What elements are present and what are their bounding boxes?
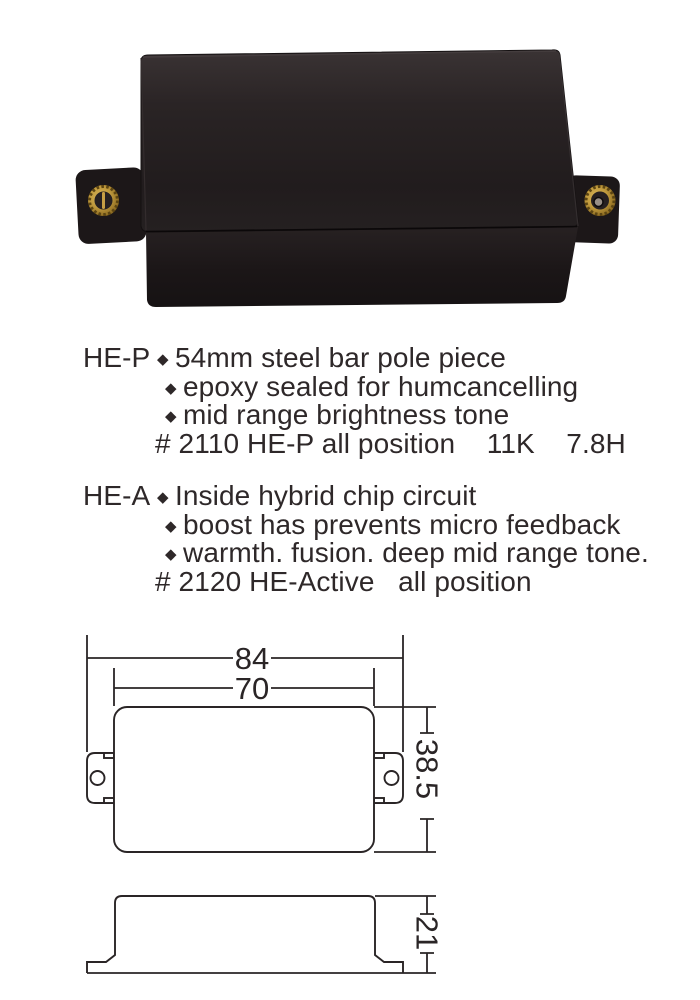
diamond-bullet-icon: ◆ <box>165 546 177 564</box>
top-view-body <box>114 707 374 852</box>
side-view-outline <box>87 896 403 973</box>
diamond-bullet-icon: ◆ <box>165 408 177 426</box>
feature-text: 54mm steel bar pole piece <box>175 342 506 373</box>
spec-row <box>83 427 683 459</box>
feature-text: boost has prevents micro feedback <box>183 508 621 540</box>
feature-text: mid range brightness tone <box>183 399 510 431</box>
model-label: HE-P <box>83 342 151 373</box>
mounting-screw-left <box>88 185 119 216</box>
feature-text: Inside hybrid chip circuit <box>175 480 477 511</box>
side-view <box>87 896 445 973</box>
diamond-bullet-icon: ◆ <box>165 379 177 397</box>
feature-text: warmth. fusion. deep mid range tone. <box>183 537 649 569</box>
right-tab-screw-hole <box>385 771 399 785</box>
tab-notch <box>104 753 114 758</box>
top-view <box>87 635 445 852</box>
spec-row <box>83 539 683 568</box>
product-photo <box>0 0 700 340</box>
part-number-line: # 2120 HE-Active all position <box>155 565 532 597</box>
model-label: HE-A <box>83 480 151 511</box>
dim-label-body-height: 38.5 <box>409 738 445 800</box>
spec-row <box>83 370 683 402</box>
feature-text: epoxy sealed for humcancelling <box>183 370 579 402</box>
part-number-line: # 2110 HE-P all position 11K 7.8H <box>155 427 626 459</box>
diamond-bullet-icon: ◆ <box>157 351 169 368</box>
pickup-top-face <box>141 50 578 232</box>
mounting-screw-right <box>585 185 616 216</box>
spec-row <box>83 508 683 540</box>
tab-notch <box>104 798 114 803</box>
spec-row <box>83 565 683 597</box>
pickup-front-face <box>146 227 578 307</box>
spec-block-he-a <box>83 482 683 596</box>
spec-block-he-p <box>83 344 683 458</box>
dim-label-overall-width: 84 <box>234 641 270 676</box>
tab-notch <box>374 753 384 758</box>
left-tab-screw-hole <box>91 771 105 785</box>
tab-notch <box>374 798 384 803</box>
dim-label-side-height: 21 <box>409 915 445 951</box>
dimension-drawing <box>0 600 700 1000</box>
diamond-bullet-icon: ◆ <box>165 517 177 535</box>
diamond-bullet-icon: ◆ <box>157 489 169 506</box>
spec-row <box>83 482 683 511</box>
dim-label-body-width: 70 <box>234 671 270 706</box>
spec-row <box>83 344 683 373</box>
spec-row <box>83 401 683 430</box>
mounting-ear-left <box>75 167 147 244</box>
